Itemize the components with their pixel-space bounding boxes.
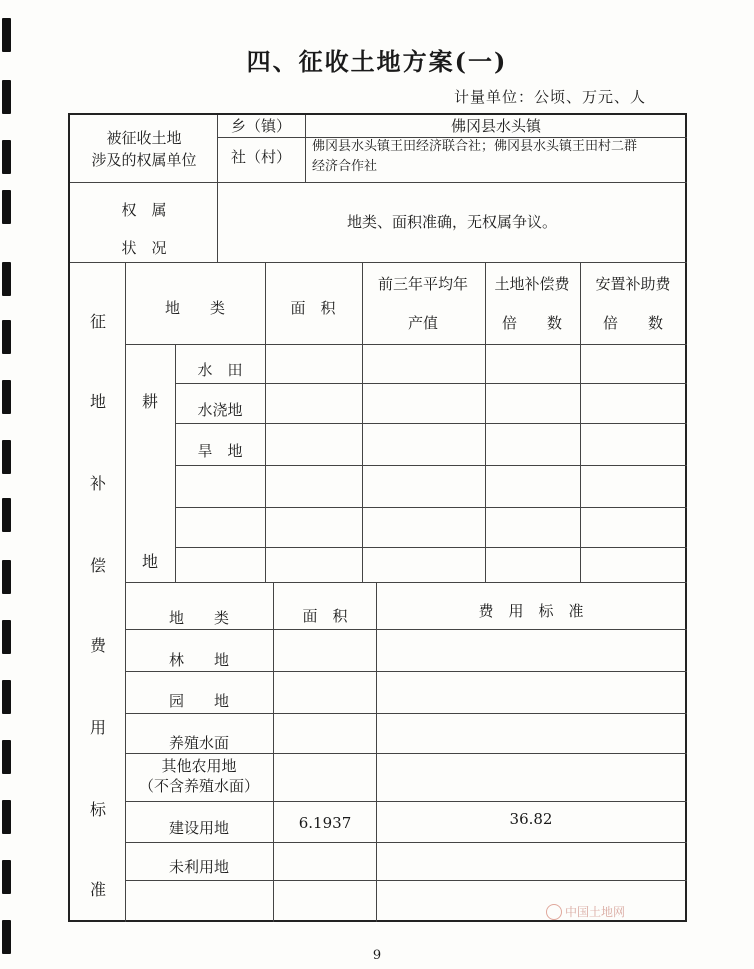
cultivated-row-irrigated: 水浇地 [197, 401, 243, 419]
side-char-6: 用 [89, 718, 107, 737]
page-title: 四、征收土地方案(一) [246, 47, 508, 76]
side-char-4: 偿 [89, 556, 107, 575]
land-acquisition-form [68, 113, 687, 922]
watermark-text: 中国土地网 [565, 905, 626, 919]
row-aquaculture-type: 养殖水面 [168, 734, 230, 752]
village-value-line1: 佛冈县水头镇王田经济联合社；佛冈县水头镇王田村二群 [312, 139, 638, 154]
side-char-7: 标 [89, 800, 107, 819]
row-garden-type: 园 地 [168, 692, 230, 710]
header1-avg-value-line2: 产值 [407, 314, 439, 332]
township-value: 佛冈县水头镇 [450, 117, 542, 135]
rights-status-value: 地类、面积准确，无权属争议。 [346, 213, 558, 231]
side-char-5: 费 [89, 636, 107, 655]
rights-label-line2: 状 况 [121, 239, 167, 257]
watermark [546, 903, 625, 920]
row-unused-type: 未利用地 [168, 858, 230, 876]
header1-resettle-line1: 安置补助费 [595, 275, 671, 293]
side-char-2: 地 [89, 392, 107, 411]
header2-land-type: 地 类 [168, 609, 230, 627]
header2-area: 面 积 [302, 607, 348, 625]
side-char-8: 准 [89, 880, 107, 899]
row-forest-type: 林 地 [168, 651, 230, 669]
seal-icon [546, 904, 562, 920]
village-value-line2: 经济合作社 [312, 159, 378, 174]
cultivated-row-dry: 旱 地 [197, 442, 243, 460]
village-label: 社（村） [230, 148, 292, 166]
cultivated-row-paddy: 水 田 [197, 361, 243, 379]
row-construction-fee: 36.82 [509, 810, 553, 828]
ownership-label-line2: 涉及的权属单位 [91, 151, 197, 169]
header1-resettle-line2: 倍 数 [602, 314, 664, 332]
binding-holes [0, 0, 16, 969]
header1-land-comp-line2: 倍 数 [501, 314, 563, 332]
page-number: 9 [372, 948, 382, 963]
header2-fee-standard: 费 用 标 准 [478, 602, 584, 620]
unit-note: 计量单位：公顷、万元、人 [453, 88, 646, 106]
header1-area: 面 积 [290, 299, 336, 317]
township-label: 乡（镇） [230, 117, 292, 135]
side-char-1: 征 [89, 312, 107, 331]
row-other-ag-type-line1: 其他农用地 [161, 757, 237, 775]
row-construction-type: 建设用地 [168, 819, 230, 837]
header1-avg-value-line1: 前三年平均年 [377, 275, 469, 293]
cultivated-char-2: 地 [141, 552, 159, 571]
header1-land-comp-line1: 土地补偿费 [494, 275, 570, 293]
ownership-label-line1: 被征收土地 [106, 129, 182, 147]
header1-land-type: 地 类 [164, 299, 226, 317]
rights-label-line1: 权 属 [121, 201, 167, 219]
row-construction-area: 6.1937 [298, 814, 352, 832]
cultivated-char-1: 耕 [141, 392, 159, 411]
side-char-3: 补 [89, 474, 107, 493]
row-other-ag-type-line2: （不含养殖水面） [138, 777, 260, 795]
